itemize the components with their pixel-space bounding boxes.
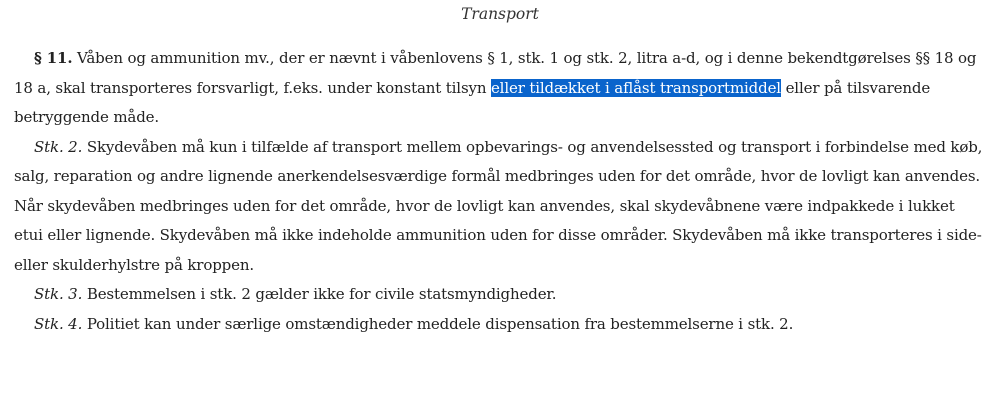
section-heading: Transport <box>461 5 539 23</box>
stk-4-text[interactable]: Politiet kan under særlige omstændigheder meddele dispensation fra bestemmelserne i stk. 2. <box>82 314 794 333</box>
paragraph-stk-2[interactable] <box>14 133 986 281</box>
paragraph-section-11[interactable] <box>14 44 986 133</box>
stk-2-label: Stk. 2. <box>34 137 83 156</box>
paragraph-stk-3[interactable] <box>14 280 986 310</box>
section-text-before[interactable]: Våben og ammunition mv., der er nævnt i våbenlovens § 1, stk. 1 og stk. 2, litra a-d, og i denne bekendtgørelses §§ 18 og 18 a, skal transporteres forsvarligt, f.eks. under konstant tilsyn <box>14 49 977 97</box>
stk-3-label: Stk. 3. <box>34 285 83 303</box>
document-page <box>14 0 986 339</box>
stk-4-label: Stk. 4. <box>34 314 83 333</box>
section-text-after[interactable]: eller på tilsvarende betryggende måde. <box>14 78 931 126</box>
stk-2-text[interactable]: Skydevåben må kun i tilfælde af transport mellem opbevarings- og anvendelsessted og transport i forbindelse med køb, salg, reparation og andre lignende anerkendelsesværdige formål medbringes uden for det område, hvor de lovligt kan anvendes. Når skydevåben medbringes uden for det område, hvor de lovligt kan anvendes, skal skydevåbnene være indpakkede i lukket etui eller lignende. Skydevåben må ikke indeholde ammunition uden for disse områder. Skydevåben må ikke transporteres i side- eller skulderhylstre på kroppen. <box>14 137 983 274</box>
selected-text-highlight[interactable]: eller tildækket i aflåst transportmiddel <box>490 78 781 97</box>
paragraph-stk-4[interactable] <box>14 310 986 340</box>
section-number: § 11. <box>34 49 73 67</box>
stk-3-text[interactable]: Bestemmelsen i stk. 2 gælder ikke for civile statsmyndigheder. <box>82 285 557 303</box>
